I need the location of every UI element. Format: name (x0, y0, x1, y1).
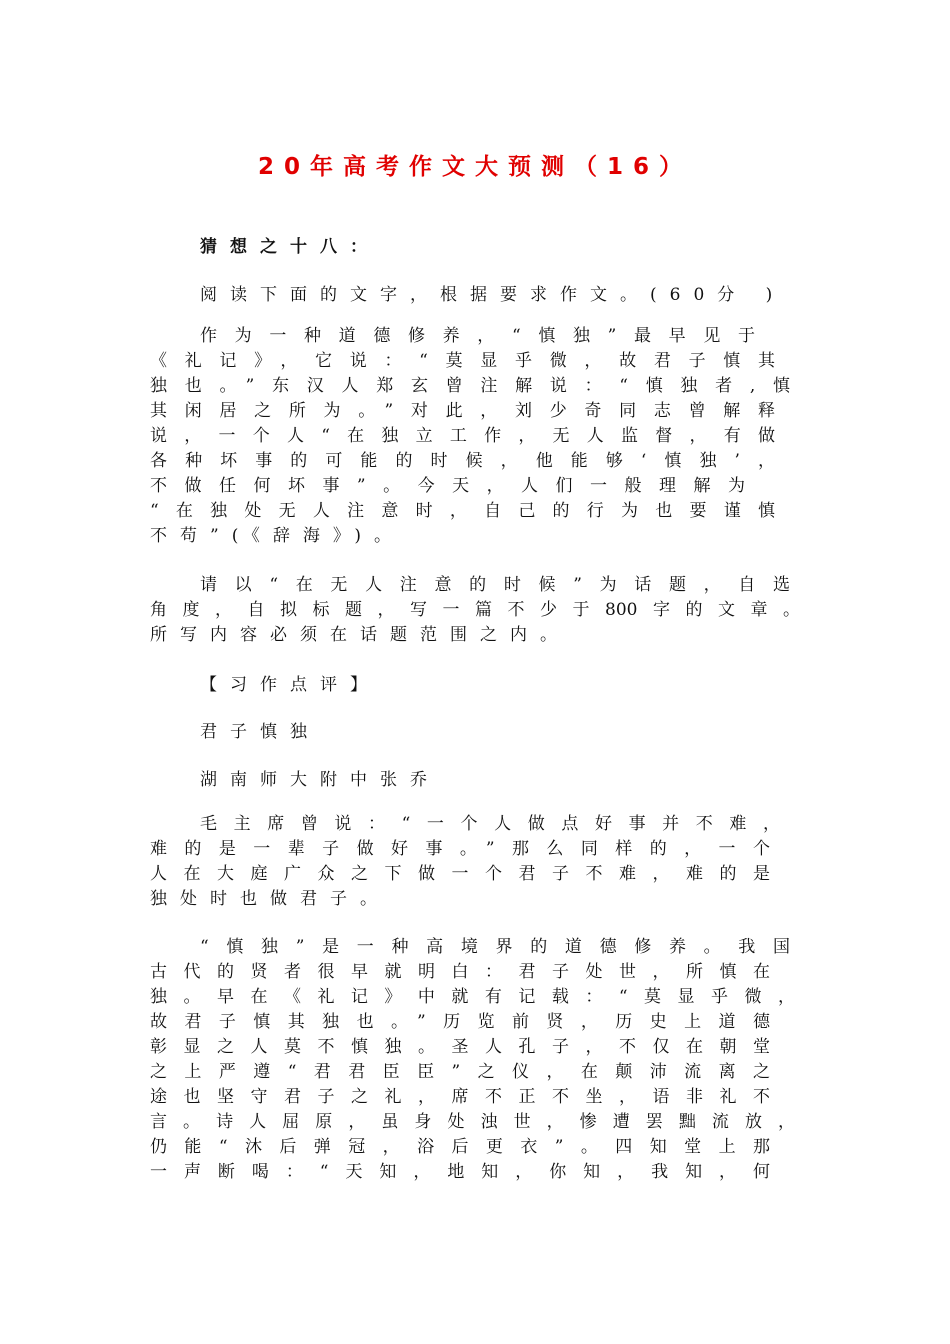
page-title: 20年高考作文大预测（16） (257, 154, 692, 180)
paragraph-line: 古代的贤者很早就明白：君子处世，所慎在 (150, 962, 770, 982)
paragraph-line: 彰显之人莫不慎独。圣人孔子，不仅在朝堂 (150, 1037, 770, 1057)
section-heading: 猜想之十八： (200, 237, 380, 257)
paragraph-line: “慎独”是一种高境界的道德修养。我国 (200, 937, 790, 957)
paragraph-line: 请以“在无人注意的时候”为话题，自选 (200, 575, 790, 595)
paragraph-line: 角度，自拟标题，写一篇不少于800字的文章。 (150, 600, 800, 620)
paragraph-line: 途也坚守君子之礼，席不正不坐，语非礼不 (150, 1087, 770, 1107)
paragraph-line: 说，一个人“在独立工作，无人监督，有做 (150, 426, 775, 446)
paragraph-line: 独也。”东汉人郑玄曾注解说：“慎独者,慎 (150, 376, 790, 396)
paragraph-line: 言。诗人屈原，虽身处浊世，惨遭罢黜流放， (150, 1112, 795, 1132)
paragraph-line: 独。早在《礼记》中就有记载：“莫显乎微， (150, 987, 795, 1007)
paragraph-line: 其闲居之所为。”对此，刘少奇同志曾解释 (150, 401, 775, 421)
paragraph-line: 难的是一辈子做好事。”那么同样的，一个 (150, 839, 770, 859)
review-label: 【习作点评】 (200, 675, 380, 695)
paragraph-line: 之上严遵“君君臣臣”之仪，在颠沛流离之 (150, 1062, 770, 1082)
paragraph-line: 各种坏事的可能的时候，他能够‘慎独’， (150, 451, 775, 471)
paragraph-line: 所写内容必须在话题范围之内。 (150, 625, 570, 645)
paragraph-line: 不做任何坏事”。今天，人们一般理解为 (150, 476, 745, 496)
paragraph-line: 毛主席曾说：“一个人做点好事并不难， (200, 814, 780, 834)
paragraph-line: 一声断喝：“天知，地知，你知，我知，何 (150, 1162, 770, 1182)
essay-author: 湖南师大附中张乔 (200, 770, 440, 790)
essay-title: 君子慎独 (200, 722, 320, 742)
paragraph-line: 独处时也做君子。 (150, 889, 390, 909)
paragraph-line: “在独处无人注意时，自己的行为也要谨慎 (150, 501, 775, 521)
paragraph-line: 仍能“沐后弹冠，浴后更衣”。四知堂上那 (150, 1137, 770, 1157)
paragraph-line: 人在大庭广众之下做一个君子不难，难的是 (150, 864, 770, 884)
prompt-intro: 阅读下面的文字，根据要求作文。(60分 ) (200, 285, 786, 305)
paragraph-line: 《礼记》，它说：“莫显乎微，故君子慎其 (150, 351, 775, 371)
paragraph-line: 作为一种道德修养，“慎独”最早见于 (200, 326, 755, 346)
paragraph-line: 故君子慎其独也。”历览前贤，历史上道德 (150, 1012, 770, 1032)
paragraph-line: 不苟”(《辞海》)。 (150, 526, 404, 546)
